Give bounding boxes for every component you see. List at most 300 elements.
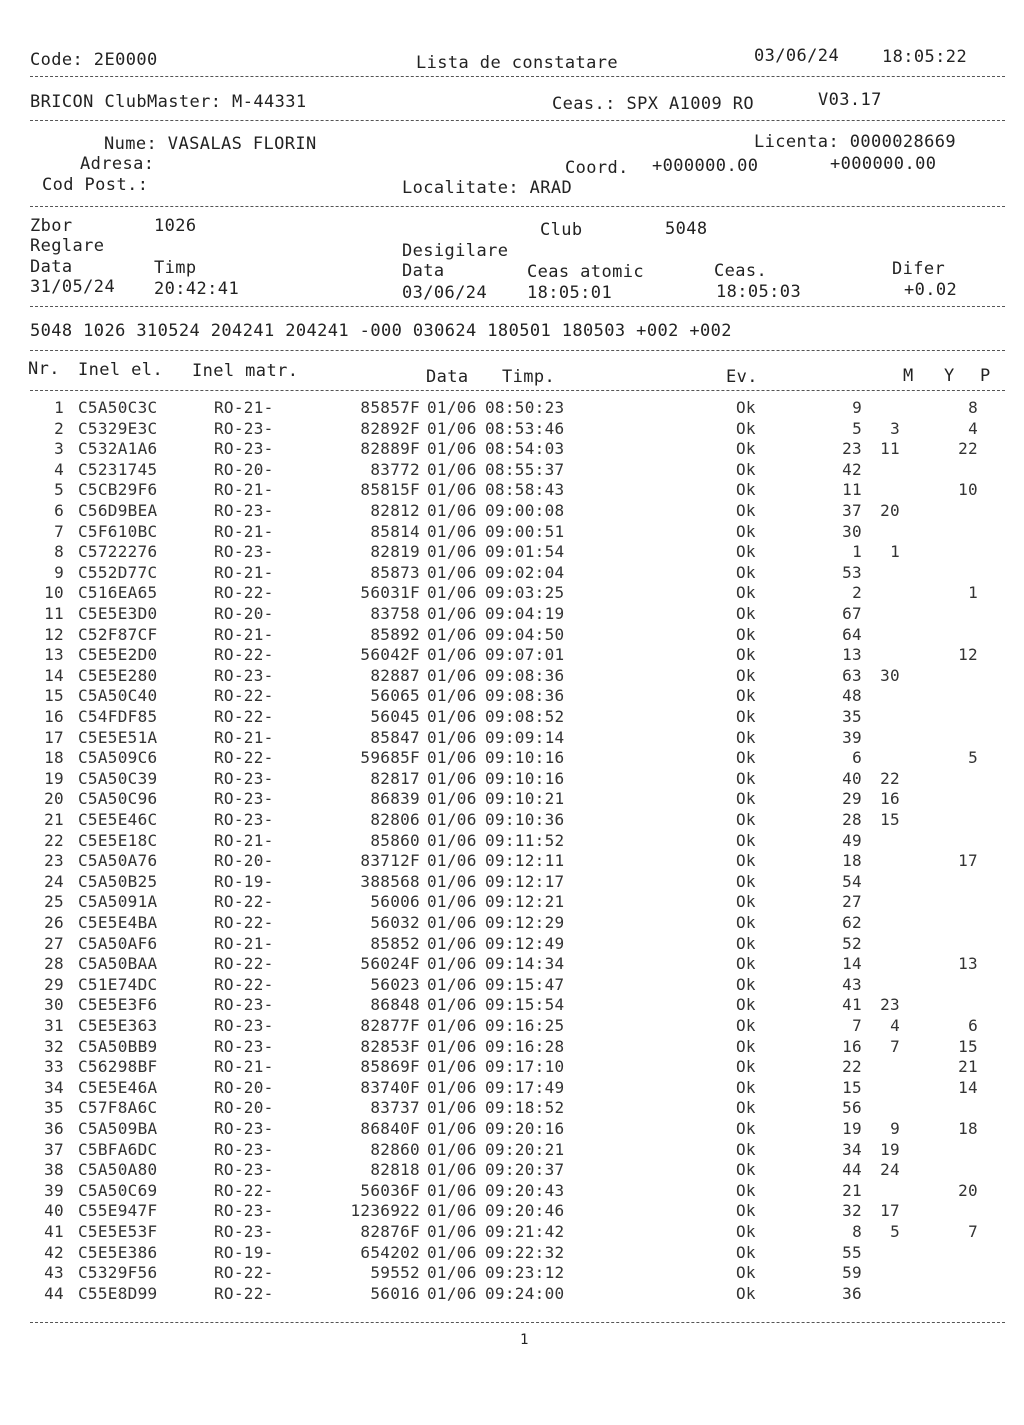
table-row <box>0 831 1024 852</box>
rank-m: 56 <box>842 1098 862 1118</box>
rank-y: 17 <box>880 1201 900 1221</box>
col-time: Timp. <box>502 367 556 387</box>
table-row <box>0 645 1024 666</box>
table-row <box>0 666 1024 687</box>
atomic-clock-time: 18:05:01 <box>527 283 613 303</box>
rank-m: 1 <box>852 542 862 562</box>
arrival-date: 01/06 <box>427 995 477 1015</box>
event-status: Ok <box>736 480 756 500</box>
row-number: 43 <box>44 1263 64 1283</box>
rank-y: 30 <box>880 665 900 685</box>
owner-name: Nume: VASALAS FLORIN <box>104 134 317 154</box>
table-row <box>0 748 1024 769</box>
ring-number: 85860 <box>370 830 420 850</box>
ring-number: 59552 <box>370 1263 420 1283</box>
rank-p: 21 <box>958 1057 978 1077</box>
rank-y: 5 <box>890 1222 900 1241</box>
row-number: 44 <box>44 1283 64 1303</box>
ring-number: 82818 <box>370 1160 420 1180</box>
rank-p: 20 <box>958 1180 978 1200</box>
electronic-ring: C56D9BEA <box>78 501 158 520</box>
ring-prefix: RO-22- <box>214 913 274 932</box>
rank-p: 4 <box>968 418 978 438</box>
row-number: 39 <box>44 1180 64 1200</box>
arrival-time: 09:09:14 <box>485 727 565 747</box>
clock-time: 18:05:03 <box>716 282 802 302</box>
row-number: 34 <box>44 1077 64 1097</box>
table-row <box>0 810 1024 831</box>
rank-m: 28 <box>842 810 862 829</box>
event-status: Ok <box>736 665 756 685</box>
rank-p: 6 <box>968 1016 978 1035</box>
event-status: Ok <box>736 439 756 459</box>
arrival-time: 09:20:21 <box>485 1139 565 1159</box>
table-row <box>0 975 1024 996</box>
ring-prefix: RO-23- <box>214 1201 274 1221</box>
row-number: 21 <box>44 810 64 829</box>
rank-m: 16 <box>842 1036 862 1056</box>
table-row <box>0 563 1024 584</box>
print-time: 18:05:22 <box>882 47 968 67</box>
table-row <box>0 583 1024 604</box>
row-number: 7 <box>54 521 64 541</box>
arrival-time: 09:08:52 <box>485 707 565 726</box>
event-status: Ok <box>736 768 756 788</box>
arrival-date: 01/06 <box>427 521 477 541</box>
event-status: Ok <box>736 604 756 623</box>
row-number: 42 <box>44 1242 64 1262</box>
ring-prefix: RO-22- <box>214 954 274 974</box>
rank-m: 29 <box>842 789 862 809</box>
electronic-ring: C5A50B25 <box>78 871 158 891</box>
arrival-time: 09:04:19 <box>485 604 565 623</box>
electronic-ring: C5A50C69 <box>78 1180 158 1200</box>
ring-prefix: RO-21- <box>214 480 274 500</box>
electronic-ring: C5722276 <box>78 542 158 562</box>
arrival-time: 09:16:25 <box>485 1016 565 1035</box>
col-electronic-ring: Inel el. <box>78 360 164 380</box>
event-status: Ok <box>736 727 756 747</box>
event-status: Ok <box>736 398 756 417</box>
rank-p: 1 <box>968 583 978 603</box>
ring-number: 83772 <box>370 459 420 479</box>
row-number: 3 <box>54 439 64 459</box>
arrival-time: 09:17:49 <box>485 1077 565 1097</box>
table-row <box>0 769 1024 790</box>
electronic-ring: C5A50C3C <box>78 398 158 417</box>
electronic-ring: C5E5E46A <box>78 1077 158 1097</box>
row-number: 25 <box>44 892 64 912</box>
ring-number: 82806 <box>370 810 420 829</box>
ring-number: 83712F <box>360 851 420 871</box>
arrival-time: 09:23:12 <box>485 1263 565 1283</box>
arrival-time: 09:20:16 <box>485 1119 565 1138</box>
ring-prefix: RO-19- <box>214 871 274 891</box>
arrival-date: 01/06 <box>427 1098 477 1118</box>
rank-y: 11 <box>880 439 900 459</box>
electronic-ring: C57F8A6C <box>78 1098 158 1118</box>
arrival-date: 01/06 <box>427 418 477 438</box>
arrival-time: 09:17:10 <box>485 1057 565 1077</box>
difference-label: Difer <box>892 259 946 279</box>
divider <box>30 350 1005 351</box>
arrival-date: 01/06 <box>427 954 477 974</box>
row-number: 1 <box>54 398 64 417</box>
license-number: Licenta: 0000028669 <box>754 132 957 152</box>
row-number: 9 <box>54 562 64 582</box>
clock-time-label: Ceas. <box>714 261 768 281</box>
rank-p: 18 <box>958 1119 978 1138</box>
rank-m: 21 <box>842 1180 862 1200</box>
rank-y: 1 <box>890 542 900 562</box>
locality: Localitate: ARAD <box>402 178 573 198</box>
ring-number: 86840F <box>360 1119 420 1138</box>
ring-number: 85857F <box>360 398 420 417</box>
ring-prefix: RO-23- <box>214 1222 274 1241</box>
row-number: 38 <box>44 1160 64 1180</box>
arrival-time: 09:15:54 <box>485 995 565 1015</box>
ring-number: 56042F <box>360 645 420 665</box>
col-registration-ring: Inel matr. <box>192 361 299 381</box>
ring-prefix: RO-21- <box>214 562 274 582</box>
arrival-date: 01/06 <box>427 542 477 562</box>
row-number: 27 <box>44 933 64 953</box>
event-status: Ok <box>736 892 756 912</box>
event-status: Ok <box>736 686 756 706</box>
row-number: 28 <box>44 954 64 974</box>
ring-number: 82819 <box>370 542 420 562</box>
clock-label: Ceas.: SPX A1009 RO <box>552 94 755 114</box>
divider <box>30 390 1005 391</box>
rank-y: 19 <box>880 1139 900 1159</box>
page-number: 1 <box>520 1332 529 1348</box>
arrival-date: 01/06 <box>427 707 477 726</box>
ring-prefix: RO-23- <box>214 1119 274 1138</box>
electronic-ring: C5A50BAA <box>78 954 158 974</box>
ring-number: 83758 <box>370 604 420 623</box>
arrival-date: 01/06 <box>427 1222 477 1241</box>
rank-m: 59 <box>842 1263 862 1283</box>
rank-p: 22 <box>958 439 978 459</box>
table-row <box>0 1098 1024 1119</box>
row-number: 40 <box>44 1201 64 1221</box>
ring-number: 85852 <box>370 933 420 953</box>
rank-m: 22 <box>842 1057 862 1077</box>
event-status: Ok <box>736 1283 756 1303</box>
electronic-ring: C5A50AF6 <box>78 933 158 953</box>
rank-m: 49 <box>842 830 862 850</box>
rank-m: 40 <box>842 768 862 788</box>
event-status: Ok <box>736 583 756 603</box>
setting-time: 20:42:41 <box>154 279 240 299</box>
electronic-ring: C5A50C40 <box>78 686 158 706</box>
row-number: 5 <box>54 480 64 500</box>
arrival-time: 09:07:01 <box>485 645 565 665</box>
arrival-date: 01/06 <box>427 1036 477 1056</box>
arrival-date: 01/06 <box>427 974 477 994</box>
ring-prefix: RO-20- <box>214 459 274 479</box>
rank-p: 13 <box>958 954 978 974</box>
table-row <box>0 1057 1024 1078</box>
difference-value: +0.02 <box>904 280 958 300</box>
row-number: 23 <box>44 851 64 871</box>
rank-m: 15 <box>842 1077 862 1097</box>
rank-y: 3 <box>890 418 900 438</box>
rank-p: 8 <box>968 398 978 417</box>
ring-number: 85847 <box>370 727 420 747</box>
ring-number: 56016 <box>370 1283 420 1303</box>
electronic-ring: C5A509BA <box>78 1119 158 1138</box>
row-number: 33 <box>44 1057 64 1077</box>
rank-p: 17 <box>958 851 978 871</box>
ring-number: 82812 <box>370 501 420 520</box>
row-number: 29 <box>44 974 64 994</box>
ring-prefix: RO-23- <box>214 1160 274 1180</box>
arrival-date: 01/06 <box>427 686 477 706</box>
ring-prefix: RO-23- <box>214 1036 274 1056</box>
rank-m: 7 <box>852 1016 862 1035</box>
ring-prefix: RO-20- <box>214 851 274 871</box>
electronic-ring: C55E947F <box>78 1201 158 1221</box>
event-status: Ok <box>736 748 756 768</box>
electronic-ring: C5A50C39 <box>78 768 158 788</box>
electronic-ring: C5A509C6 <box>78 748 158 768</box>
table-row <box>0 789 1024 810</box>
ring-prefix: RO-23- <box>214 810 274 829</box>
electronic-ring: C5A5091A <box>78 892 158 912</box>
ring-number: 82877F <box>360 1016 420 1035</box>
arrival-time: 09:22:32 <box>485 1242 565 1262</box>
arrival-time: 09:20:37 <box>485 1160 565 1180</box>
row-number: 26 <box>44 913 64 932</box>
table-row <box>0 1160 1024 1181</box>
document-title: Lista de constatare <box>416 53 619 73</box>
arrival-time: 08:53:46 <box>485 418 565 438</box>
rank-m: 43 <box>842 974 862 994</box>
rank-m: 62 <box>842 913 862 932</box>
setting-time-label: Timp <box>154 258 197 278</box>
ring-number: 86848 <box>370 995 420 1015</box>
ring-prefix: RO-23- <box>214 768 274 788</box>
event-status: Ok <box>736 542 756 562</box>
event-status: Ok <box>736 1139 756 1159</box>
arrival-time: 09:04:50 <box>485 624 565 644</box>
event-status: Ok <box>736 1201 756 1221</box>
rank-m: 44 <box>842 1160 862 1180</box>
arrival-time: 09:02:04 <box>485 562 565 582</box>
electronic-ring: C5BFA6DC <box>78 1139 158 1159</box>
rank-m: 35 <box>842 707 862 726</box>
event-status: Ok <box>736 1263 756 1283</box>
arrival-date: 01/06 <box>427 1119 477 1138</box>
table-row <box>0 398 1024 419</box>
electronic-ring: C5E5E280 <box>78 665 158 685</box>
arrival-date: 01/06 <box>427 1016 477 1035</box>
arrival-date: 01/06 <box>427 1180 477 1200</box>
rank-p: 7 <box>968 1222 978 1241</box>
ring-prefix: RO-21- <box>214 727 274 747</box>
arrival-date: 01/06 <box>427 1139 477 1159</box>
rank-y: 4 <box>890 1016 900 1035</box>
col-y: Y <box>944 366 955 386</box>
table-row <box>0 934 1024 955</box>
arrival-time: 09:03:25 <box>485 583 565 603</box>
rank-m: 63 <box>842 665 862 685</box>
rank-p: 12 <box>958 645 978 665</box>
rank-y: 24 <box>880 1160 900 1180</box>
arrival-date: 01/06 <box>427 789 477 809</box>
arrival-date: 01/06 <box>427 665 477 685</box>
arrival-time: 09:00:51 <box>485 521 565 541</box>
rank-m: 27 <box>842 892 862 912</box>
event-status: Ok <box>736 459 756 479</box>
ring-number: 85873 <box>370 562 420 582</box>
row-number: 41 <box>44 1222 64 1241</box>
arrival-time: 09:08:36 <box>485 665 565 685</box>
arrival-time: 09:21:42 <box>485 1222 565 1241</box>
arrival-date: 01/06 <box>427 1283 477 1303</box>
event-status: Ok <box>736 418 756 438</box>
rank-m: 23 <box>842 439 862 459</box>
arrival-time: 09:16:28 <box>485 1036 565 1056</box>
row-number: 14 <box>44 665 64 685</box>
rank-m: 6 <box>852 748 862 768</box>
arrival-date: 01/06 <box>427 562 477 582</box>
electronic-ring: C5A50A80 <box>78 1160 158 1180</box>
electronic-ring: C5F610BC <box>78 521 158 541</box>
event-status: Ok <box>736 1036 756 1056</box>
row-number: 2 <box>54 418 64 438</box>
row-number: 24 <box>44 871 64 891</box>
arrival-time: 09:12:49 <box>485 933 565 953</box>
ring-prefix: RO-21- <box>214 830 274 850</box>
ring-number: 56024F <box>360 954 420 974</box>
table-row <box>0 419 1024 440</box>
ring-number: 56036F <box>360 1180 420 1200</box>
arrival-date: 01/06 <box>427 748 477 768</box>
ring-prefix: RO-22- <box>214 583 274 603</box>
row-number: 11 <box>44 604 64 623</box>
col-nr: Nr. <box>28 359 60 379</box>
row-number: 4 <box>54 459 64 479</box>
arrival-date: 01/06 <box>427 1160 477 1180</box>
arrival-time: 09:12:17 <box>485 871 565 891</box>
arrival-date: 01/06 <box>427 1242 477 1262</box>
rank-m: 41 <box>842 995 862 1015</box>
electronic-ring: C5329F56 <box>78 1263 158 1283</box>
arrival-date: 01/06 <box>427 459 477 479</box>
table-row <box>0 1181 1024 1202</box>
event-status: Ok <box>736 830 756 850</box>
electronic-ring: C5E5E53F <box>78 1222 158 1241</box>
table-row <box>0 1037 1024 1058</box>
arrival-date: 01/06 <box>427 851 477 871</box>
rank-m: 34 <box>842 1139 862 1159</box>
rank-m: 32 <box>842 1201 862 1221</box>
arrival-time: 09:12:11 <box>485 851 565 871</box>
row-number: 20 <box>44 789 64 809</box>
atomic-clock-label: Ceas atomic <box>527 262 644 282</box>
divider <box>30 306 1005 307</box>
ring-prefix: RO-22- <box>214 1180 274 1200</box>
row-number: 12 <box>44 624 64 644</box>
arrival-date: 01/06 <box>427 727 477 747</box>
rank-m: 19 <box>842 1119 862 1138</box>
ring-prefix: RO-22- <box>214 974 274 994</box>
table-row <box>0 872 1024 893</box>
arrival-date: 01/06 <box>427 501 477 520</box>
rank-m: 53 <box>842 562 862 582</box>
ring-prefix: RO-20- <box>214 1098 274 1118</box>
rank-m: 18 <box>842 851 862 871</box>
ring-prefix: RO-23- <box>214 1016 274 1035</box>
rank-y: 20 <box>880 501 900 520</box>
ring-number: 56006 <box>370 892 420 912</box>
arrival-date: 01/06 <box>427 480 477 500</box>
electronic-ring: C5E5E51A <box>78 727 158 747</box>
arrival-time: 08:54:03 <box>485 439 565 459</box>
arrival-time: 09:12:21 <box>485 892 565 912</box>
ring-number: 388568 <box>360 871 420 891</box>
ring-prefix: RO-23- <box>214 418 274 438</box>
flight-label: Zbor <box>30 216 73 236</box>
arrival-time: 09:12:29 <box>485 913 565 932</box>
rank-y: 7 <box>890 1036 900 1056</box>
ring-prefix: RO-23- <box>214 665 274 685</box>
table-row <box>0 460 1024 481</box>
row-number: 16 <box>44 707 64 726</box>
event-status: Ok <box>736 913 756 932</box>
electronic-ring: C5E5E3D0 <box>78 604 158 623</box>
arrival-date: 01/06 <box>427 583 477 603</box>
table-row <box>0 1284 1024 1305</box>
ring-number: 654202 <box>360 1242 420 1262</box>
divider <box>30 120 1005 121</box>
event-status: Ok <box>736 995 756 1015</box>
arrival-time: 09:10:16 <box>485 768 565 788</box>
ring-prefix: RO-22- <box>214 707 274 726</box>
unsealing-date: 03/06/24 <box>402 283 488 303</box>
coord-label: Coord. <box>565 158 629 178</box>
rank-m: 64 <box>842 624 862 644</box>
ring-prefix: RO-21- <box>214 521 274 541</box>
row-number: 22 <box>44 830 64 850</box>
electronic-ring: C5E5E4BA <box>78 913 158 932</box>
ring-number: 86839 <box>370 789 420 809</box>
rank-m: 30 <box>842 521 862 541</box>
table-row <box>0 439 1024 460</box>
col-date: Data <box>426 367 469 387</box>
ring-number: 82860 <box>370 1139 420 1159</box>
address-label: Adresa: <box>80 154 155 174</box>
rank-m: 39 <box>842 727 862 747</box>
event-status: Ok <box>736 1160 756 1180</box>
electronic-ring: C5E5E386 <box>78 1242 158 1262</box>
table-row <box>0 1263 1024 1284</box>
event-status: Ok <box>736 789 756 809</box>
table-row <box>0 542 1024 563</box>
code-label: Code: 2E0000 <box>30 50 158 70</box>
rank-m: 42 <box>842 459 862 479</box>
ring-number: 82889F <box>360 439 420 459</box>
rank-m: 67 <box>842 604 862 623</box>
arrival-date: 01/06 <box>427 1201 477 1221</box>
table-row <box>0 954 1024 975</box>
ring-prefix: RO-22- <box>214 892 274 912</box>
row-number: 18 <box>44 748 64 768</box>
coord-x: +000000.00 <box>652 156 759 176</box>
ring-prefix: RO-22- <box>214 1283 274 1303</box>
